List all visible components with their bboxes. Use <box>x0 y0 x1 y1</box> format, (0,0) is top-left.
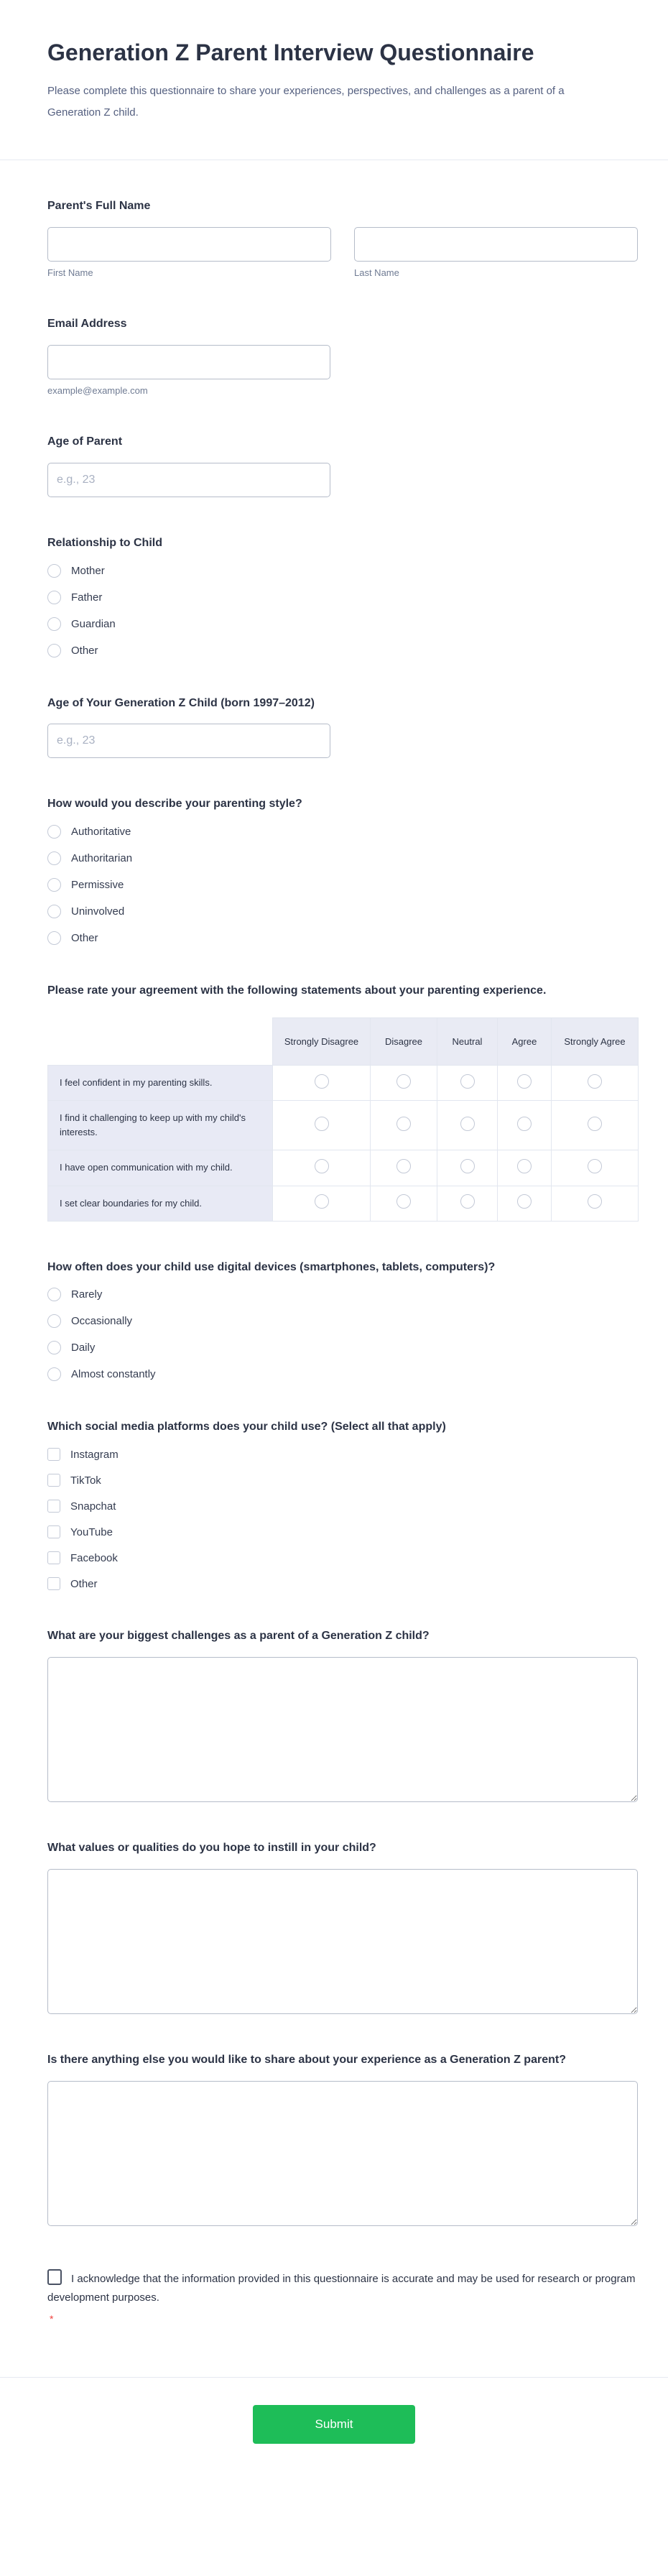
email-sublabel: example@example.com <box>47 384 148 396</box>
submit-section <box>0 2377 668 2481</box>
radio-option-guardian[interactable] <box>47 617 116 631</box>
social-media-label: Which social media platforms does your child use? (Select all that apply) <box>47 1421 446 1434</box>
email-input[interactable] <box>47 345 330 379</box>
radio-icon[interactable] <box>47 1314 61 1328</box>
matrix-row-keep-up <box>48 1101 639 1150</box>
matrix-cell[interactable] <box>437 1065 498 1100</box>
matrix-cell[interactable] <box>437 1101 498 1150</box>
challenges-textarea[interactable] <box>47 1657 638 1802</box>
option-label: Occasionally <box>71 1315 133 1328</box>
matrix-row-boundaries <box>48 1186 639 1221</box>
option-label: Other <box>71 644 98 657</box>
matrix-cell[interactable] <box>371 1186 437 1221</box>
parenting-style-options <box>47 825 638 945</box>
matrix-col-disagree: Disagree <box>371 1017 437 1065</box>
matrix-cell[interactable] <box>498 1065 552 1100</box>
matrix-row-label: I feel confident in my parenting skills. <box>48 1065 273 1100</box>
radio-icon[interactable] <box>47 591 61 604</box>
checkbox-icon[interactable] <box>47 1551 60 1564</box>
matrix-radio-icon[interactable] <box>588 1194 602 1209</box>
option-label: Facebook <box>70 1551 118 1564</box>
matrix-radio-icon[interactable] <box>517 1117 532 1131</box>
matrix-label: Please rate your agreement with the following statements about your parenting experience. <box>47 984 547 997</box>
checkbox-icon[interactable] <box>47 1500 60 1513</box>
parenting-style-label: How would you describe your parenting style? <box>47 798 302 811</box>
checkbox-icon[interactable] <box>47 1474 60 1487</box>
required-asterisk: * <box>50 2313 54 2325</box>
matrix-radio-icon[interactable] <box>396 1194 411 1209</box>
option-label: Guardian <box>71 617 116 630</box>
option-label: Permissive <box>71 879 124 892</box>
matrix-cell[interactable] <box>273 1065 371 1100</box>
matrix-cell[interactable] <box>552 1065 639 1100</box>
age-child-input[interactable] <box>47 724 330 758</box>
radio-option-rarely[interactable] <box>47 1288 102 1301</box>
matrix-col-agree: Agree <box>498 1017 552 1065</box>
matrix-row-confident <box>48 1065 639 1100</box>
age-parent-input[interactable] <box>47 463 330 497</box>
matrix-cell[interactable] <box>371 1065 437 1100</box>
matrix-radio-icon[interactable] <box>588 1117 602 1131</box>
field-agreement-matrix <box>47 982 638 1222</box>
acknowledgment-label: I acknowledge that the information provided in this questionnaire is accurate and may be used for research or program development purposes. <box>47 2272 636 2304</box>
matrix-cell[interactable] <box>273 1150 371 1186</box>
form-body <box>0 198 668 2327</box>
matrix-corner-cell <box>48 1017 273 1065</box>
matrix-radio-icon[interactable] <box>460 1117 475 1131</box>
field-relationship <box>47 535 638 657</box>
checkbox-icon[interactable] <box>47 1525 60 1538</box>
form-header <box>0 0 668 160</box>
field-age-child <box>47 695 638 759</box>
device-usage-options <box>47 1288 638 1381</box>
field-email <box>47 315 638 396</box>
matrix-radio-icon[interactable] <box>315 1074 329 1089</box>
radio-option-other-style[interactable] <box>47 931 98 945</box>
checkbox-option-other-platform[interactable] <box>47 1577 98 1590</box>
device-usage-label: How often does your child use digital devices (smartphones, tablets, computers)? <box>47 1260 496 1273</box>
radio-option-mother[interactable] <box>47 564 105 578</box>
radio-option-authoritative[interactable] <box>47 825 131 839</box>
radio-icon[interactable] <box>47 905 61 918</box>
matrix-row-label: I set clear boundaries for my child. <box>48 1186 273 1221</box>
option-label: Father <box>71 591 103 604</box>
field-challenges <box>47 1628 638 1802</box>
submit-row <box>0 2378 668 2481</box>
anything-else-label: Is there anything else you would like to share about your experience as a Generation Z parent? <box>47 2053 566 2066</box>
matrix-radio-icon[interactable] <box>396 1159 411 1173</box>
matrix-radio-icon[interactable] <box>396 1074 411 1089</box>
option-label: Instagram <box>70 1448 119 1461</box>
matrix-radio-icon[interactable] <box>588 1074 602 1089</box>
field-anything-else <box>47 2051 638 2226</box>
radio-icon[interactable] <box>47 931 61 945</box>
matrix-radio-icon[interactable] <box>396 1117 411 1131</box>
radio-option-uninvolved[interactable] <box>47 905 124 918</box>
matrix-cell[interactable] <box>273 1186 371 1221</box>
checkbox-icon[interactable] <box>47 1448 60 1461</box>
matrix-col-strongly-disagree: Strongly Disagree <box>273 1017 371 1065</box>
matrix-col-neutral: Neutral <box>437 1017 498 1065</box>
checkbox-option-youtube[interactable] <box>47 1525 113 1538</box>
matrix-radio-icon[interactable] <box>460 1159 475 1173</box>
checkbox-option-snapchat[interactable] <box>47 1500 116 1513</box>
last-name-sublabel: Last Name <box>354 267 399 279</box>
radio-option-permissive[interactable] <box>47 878 124 892</box>
matrix-table <box>47 1017 639 1222</box>
option-label: Snapchat <box>70 1500 116 1513</box>
option-label: Mother <box>71 564 105 577</box>
challenges-label: What are your biggest challenges as a parent of a Generation Z child? <box>47 1630 430 1643</box>
field-age-parent <box>47 433 638 497</box>
matrix-cell[interactable] <box>371 1101 437 1150</box>
age-child-label: Age of Your Generation Z Child (born 1997–2012) <box>47 696 315 709</box>
field-parenting-style <box>47 795 638 945</box>
full-name-inputs <box>47 227 638 278</box>
option-label: Authoritative <box>71 826 131 839</box>
matrix-cell[interactable] <box>498 1101 552 1150</box>
anything-else-textarea[interactable] <box>47 2081 638 2226</box>
first-name-col <box>47 227 331 278</box>
matrix-cell[interactable] <box>437 1186 498 1221</box>
radio-icon[interactable] <box>47 644 61 657</box>
radio-icon[interactable] <box>47 1341 61 1354</box>
checkbox-option-facebook[interactable] <box>47 1551 118 1564</box>
matrix-cell[interactable] <box>371 1150 437 1186</box>
field-social-media <box>47 1418 638 1590</box>
radio-icon[interactable] <box>47 1288 61 1301</box>
radio-option-authoritarian[interactable] <box>47 851 132 865</box>
checkbox-option-instagram[interactable] <box>47 1448 119 1461</box>
matrix-radio-icon[interactable] <box>517 1159 532 1173</box>
matrix-cell[interactable] <box>552 1101 639 1150</box>
radio-icon[interactable] <box>47 564 61 578</box>
form-description: Please complete this questionnaire to share your experiences, perspectives, and challenges as a parent of a Generation Z child. <box>47 85 565 119</box>
matrix-cell[interactable] <box>498 1186 552 1221</box>
radio-icon[interactable] <box>47 1367 61 1381</box>
relationship-label: Relationship to Child <box>47 536 162 549</box>
radio-option-father[interactable] <box>47 591 102 604</box>
option-label: Rarely <box>71 1288 103 1301</box>
matrix-row-label: I have open communication with my child. <box>48 1150 273 1186</box>
field-acknowledgment <box>47 2269 638 2328</box>
option-label: YouTube <box>70 1525 113 1538</box>
matrix-radio-icon[interactable] <box>315 1159 329 1173</box>
radio-option-other-relationship[interactable] <box>47 644 98 657</box>
relationship-options <box>47 564 638 657</box>
matrix-cell[interactable] <box>273 1101 371 1150</box>
matrix-radio-icon[interactable] <box>460 1074 475 1089</box>
matrix-cell[interactable] <box>552 1186 639 1221</box>
option-label: Other <box>71 932 98 945</box>
option-label: Authoritarian <box>71 852 133 865</box>
last-name-col <box>354 227 638 278</box>
option-label: Almost constantly <box>71 1368 156 1381</box>
field-device-usage <box>47 1259 638 1382</box>
radio-icon[interactable] <box>47 878 61 892</box>
matrix-col-strongly-agree: Strongly Agree <box>552 1017 639 1065</box>
full-name-label: Parent's Full Name <box>47 200 151 213</box>
radio-option-occasionally[interactable] <box>47 1314 132 1328</box>
option-label: TikTok <box>70 1474 101 1487</box>
age-parent-label: Age of Parent <box>47 435 123 448</box>
matrix-radio-icon[interactable] <box>517 1194 532 1209</box>
field-full-name <box>47 198 638 278</box>
option-label: Daily <box>71 1342 96 1354</box>
radio-option-daily[interactable] <box>47 1341 95 1354</box>
matrix-radio-icon[interactable] <box>517 1074 532 1089</box>
matrix-cell[interactable] <box>498 1150 552 1186</box>
option-label: Uninvolved <box>71 905 125 918</box>
option-label: Other <box>70 1577 98 1590</box>
matrix-cell[interactable] <box>437 1150 498 1186</box>
radio-icon[interactable] <box>47 851 61 865</box>
values-label: What values or qualities do you hope to instill in your child? <box>47 1842 376 1855</box>
matrix-row-label: I find it challenging to keep up with my child's interests. <box>48 1101 273 1150</box>
radio-icon[interactable] <box>47 617 61 631</box>
matrix-radio-icon[interactable] <box>460 1194 475 1209</box>
values-textarea[interactable] <box>47 1869 638 2014</box>
last-name-input[interactable] <box>354 227 638 262</box>
radio-option-almost-constantly[interactable] <box>47 1367 156 1381</box>
field-values <box>47 1839 638 2014</box>
checkbox-option-tiktok[interactable] <box>47 1474 101 1487</box>
matrix-row-communication <box>48 1150 639 1186</box>
matrix-cell[interactable] <box>552 1150 639 1186</box>
matrix-radio-icon[interactable] <box>315 1117 329 1131</box>
form-title: Generation Z Parent Interview Questionnaire <box>47 40 534 65</box>
matrix-radio-icon[interactable] <box>588 1159 602 1173</box>
matrix-radio-icon[interactable] <box>315 1194 329 1209</box>
radio-icon[interactable] <box>47 825 61 839</box>
submit-button[interactable]: Submit <box>253 2405 415 2444</box>
first-name-input[interactable] <box>47 227 331 262</box>
first-name-sublabel: First Name <box>47 267 93 279</box>
checkbox-icon[interactable] <box>47 1577 60 1590</box>
email-label: Email Address <box>47 318 127 331</box>
acknowledgment-checkbox[interactable] <box>47 2269 62 2285</box>
social-media-options <box>47 1448 638 1590</box>
